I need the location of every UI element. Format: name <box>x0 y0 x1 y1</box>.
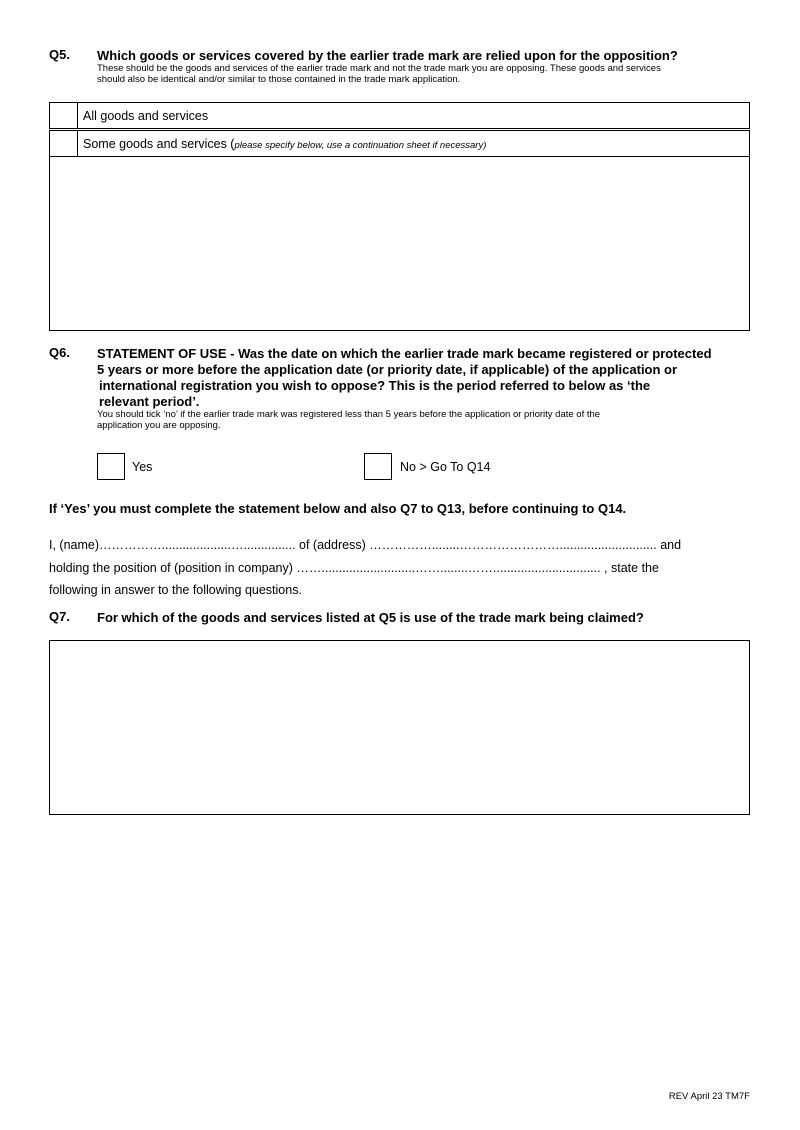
yes-instruction: If ‘Yes’ you must complete the statement below and also Q7 to Q13, before continuing to Q14. <box>49 501 627 516</box>
q5-title: Which goods or services covered by the earlier trade mark are relied upon for the opposition? <box>97 48 678 63</box>
option-some-goods-checkbox[interactable] <box>50 131 78 156</box>
yes-checkbox[interactable] <box>97 453 125 480</box>
q5-note-line1: These should be the goods and services of the earlier trade mark and not the trade mark you are opposing. These goods and services <box>97 63 661 74</box>
q6-title-line1: STATEMENT OF USE - Was the date on which the earlier trade mark became registered or protected <box>97 346 712 361</box>
q6-note-line2: application you are opposing. <box>97 420 221 431</box>
q7-answer-textarea[interactable] <box>49 640 750 815</box>
option-all-goods-row <box>49 102 750 129</box>
q5-specify-textarea[interactable] <box>49 156 750 331</box>
q5-note-line2: should also be identical and/or similar to those contained in the trade mark application. <box>97 74 461 85</box>
q6-title-line4: relevant period’. <box>99 394 200 409</box>
q6-number: Q6. <box>49 345 70 360</box>
q6-title-line3: international registration you wish to oppose? This is the period referred to below as ‘the <box>99 378 651 393</box>
statement-line2: holding the position of (position in company) ……...........................……........……............................... , state the <box>49 561 659 575</box>
option-some-goods-row <box>49 130 750 157</box>
option-all-goods-checkbox[interactable] <box>50 103 78 128</box>
q6-title-line2: 5 years or more before the application date (or priority date, if applicable) of the application or <box>97 362 678 377</box>
no-checkbox[interactable] <box>364 453 392 480</box>
form-revision-footer: REV April 23 TM7F <box>668 1091 750 1102</box>
yes-label: Yes <box>132 460 153 474</box>
q5-number: Q5. <box>49 47 70 62</box>
statement-line3: following in answer to the following questions. <box>49 583 302 597</box>
q7-title: For which of the goods and services listed at Q5 is use of the trade mark being claimed? <box>97 610 644 625</box>
option-some-goods-label: Some goods and services (please specify below, use a continuation sheet if necessary) <box>83 137 487 151</box>
q7-number: Q7. <box>49 609 70 624</box>
option-some-goods-note: please specify below, use a continuation sheet if necessary) <box>234 140 487 151</box>
statement-line1: I, (name)……………....................…............... of (address) ……………........……………………............................ and <box>49 538 682 552</box>
no-label: No > Go To Q14 <box>400 460 491 474</box>
q6-note-line1: You should tick ‘no’ if the earlier trade mark was registered less than 5 years before the application or priority date of the <box>97 409 601 420</box>
option-all-goods-label: All goods and services <box>83 109 209 123</box>
